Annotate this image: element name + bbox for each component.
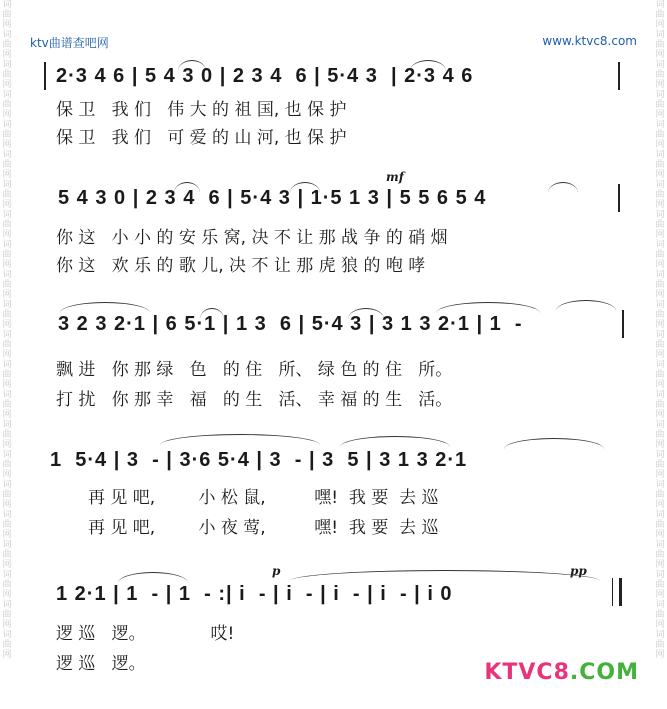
lyrics-line-1-verse-2: 保 卫 我 们 可 爱 的 山 河, 也 保 护: [56, 128, 347, 148]
lyrics-line-4-verse-1: 再 见 吧, 小 松 鼠, 嘿! 我 要 去 巡: [88, 488, 439, 508]
score-line-5: [0, 564, 667, 632]
logo-text-b: .COM: [569, 660, 639, 685]
notes-line-3: 3 2 3 2·1 | 6 5·1 | 1 3 6 | 5·4 3 | 3 1 3 2·1 | 1 -: [58, 313, 523, 335]
lyrics-line-3-verse-2: 打 扰 你 那 幸 福 的 生 活、 幸 福 的 生 活。: [56, 390, 453, 410]
side-watermark-left: 词曲网词曲网词曲网词曲网词曲网词曲网词曲网词曲网词曲网词曲网词曲网词曲网词曲网词曲网词曲网词曲网词曲网词曲网词曲网词曲网词曲网词曲网: [2, 0, 12, 660]
site-name-watermark: ktv曲谱查吧网: [30, 36, 109, 50]
lyrics-line-4-verse-2: 再 见 吧, 小 夜 莺, 嘿! 我 要 去 巡: [88, 518, 439, 538]
lyrics-line-5-verse-2: 逻 巡 逻。: [56, 654, 146, 674]
score-line-3: [0, 306, 667, 366]
notes-line-2: 5 4 3 0 | 2 3 4 6 | 5·4 3 | 1·5 1 3 | 5 5 6 5 4: [58, 187, 487, 209]
lyrics-line-2-verse-1: 你 这 小 小 的 安 乐 窝, 决 不 让 那 战 争 的 硝 烟: [56, 228, 448, 248]
notes-line-5: 1 2·1 | 1 - | 1 - :| i - | i - | i - | i - | i 0: [56, 583, 453, 605]
dynamic-mark-end: pp: [570, 564, 587, 578]
lyrics-line-5-verse-1: 逻 巡 逻。 哎!: [56, 624, 235, 644]
notes-line-1: 2·3 4 6 | 5 4 3 0 | 2 3 4 6 | 5·4 3 | 2·3 4 6: [56, 65, 474, 87]
lyrics-line-2-verse-2: 你 这 欢 乐 的 歌 儿, 决 不 让 那 虎 狼 的 咆 哮: [56, 256, 426, 276]
ktvc8-logo: [484, 660, 639, 685]
lyrics-line-3-verse-1: 飘 进 你 那 绿 色 的 住 所、 绿 色 的 住 所。: [56, 360, 453, 380]
dynamic-mark: mf: [386, 170, 404, 184]
logo-text-a: KTVC8: [484, 660, 570, 685]
side-watermark-right: 词曲网词曲网词曲网词曲网词曲网词曲网词曲网词曲网词曲网词曲网词曲网词曲网词曲网词曲网词曲网词曲网词曲网词曲网词曲网词曲网词曲网词曲网: [655, 0, 665, 660]
site-url-watermark: www.ktvc8.com: [542, 34, 637, 48]
notes-line-4: 1 5·4 | 3 - | 3·6 5·4 | 3 - | 3 5 | 3 1 3 2·1: [50, 449, 468, 471]
dynamic-mark-start: p: [272, 564, 281, 578]
lyrics-line-1-verse-1: 保 卫 我 们 伟 大 的 祖 国, 也 保 护: [56, 100, 347, 120]
